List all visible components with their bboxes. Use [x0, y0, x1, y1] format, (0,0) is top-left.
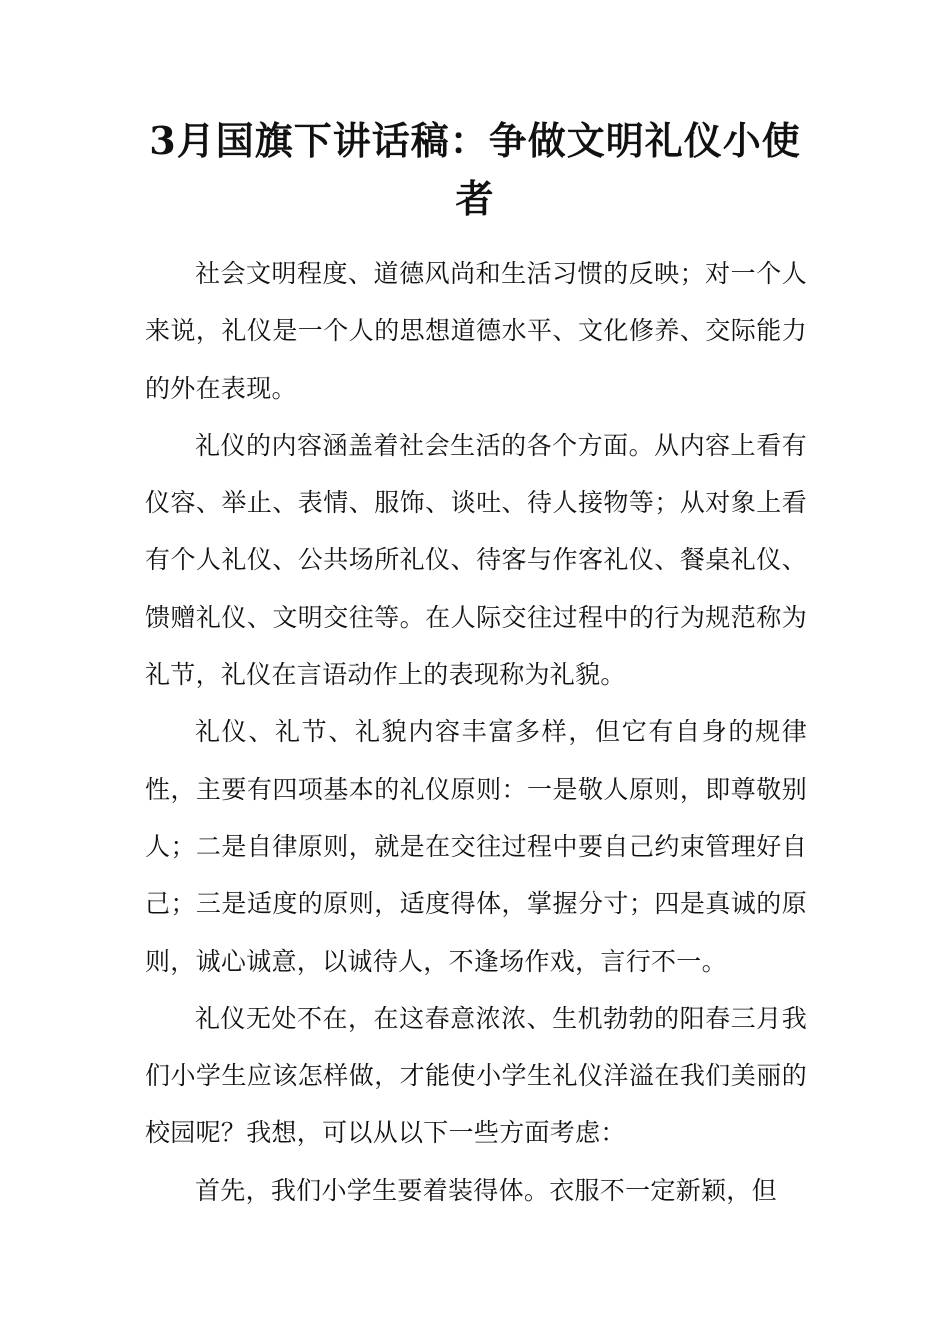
- paragraph: 礼仪的内容涵盖着社会生活的各个方面。从内容上看有仪容、举止、表情、服饰、谈吐、待人接物等；从对象上看有个人礼仪、公共场所礼仪、待客与作客礼仪、餐桌礼仪、馈赠礼仪、文明交往等。在人际交往过程中的行为规范称为礼节，礼仪在言语动作上的表现称为礼貌。: [145, 430, 807, 690]
- paragraph: 社会文明程度、道德风尚和生活习惯的反映；对一个人来说，礼仪是一个人的思想道德水平、文化修养、交际能力的外在表现。: [145, 259, 807, 403]
- document-body: [145, 245, 807, 1219]
- paragraph: 首先，我们小学生要着装得体。衣服不一定新颖，但: [195, 1175, 777, 1205]
- document-title: 3月国旗下讲话稿：争做文明礼仪小使者: [149, 118, 801, 221]
- paragraph: 礼仪、礼节、礼貌内容丰富多样，但它有自身的规律性，主要有四项基本的礼仪原则：一是敬人原则，即尊敬别人；二是自律原则，就是在交往过程中要自己约束管理好自己；三是适度的原则，适度得体，掌握分寸；四是真诚的原则，诚心诚意，以诚待人，不逢场作戏，言行不一。: [145, 717, 807, 976]
- paragraph: 礼仪无处不在，在这春意浓浓、生机勃勃的阳春三月我们小学生应该怎样做，才能使小学生礼仪洋溢在我们美丽的校园呢？我想，可以从以下一些方面考虑：: [145, 1003, 807, 1148]
